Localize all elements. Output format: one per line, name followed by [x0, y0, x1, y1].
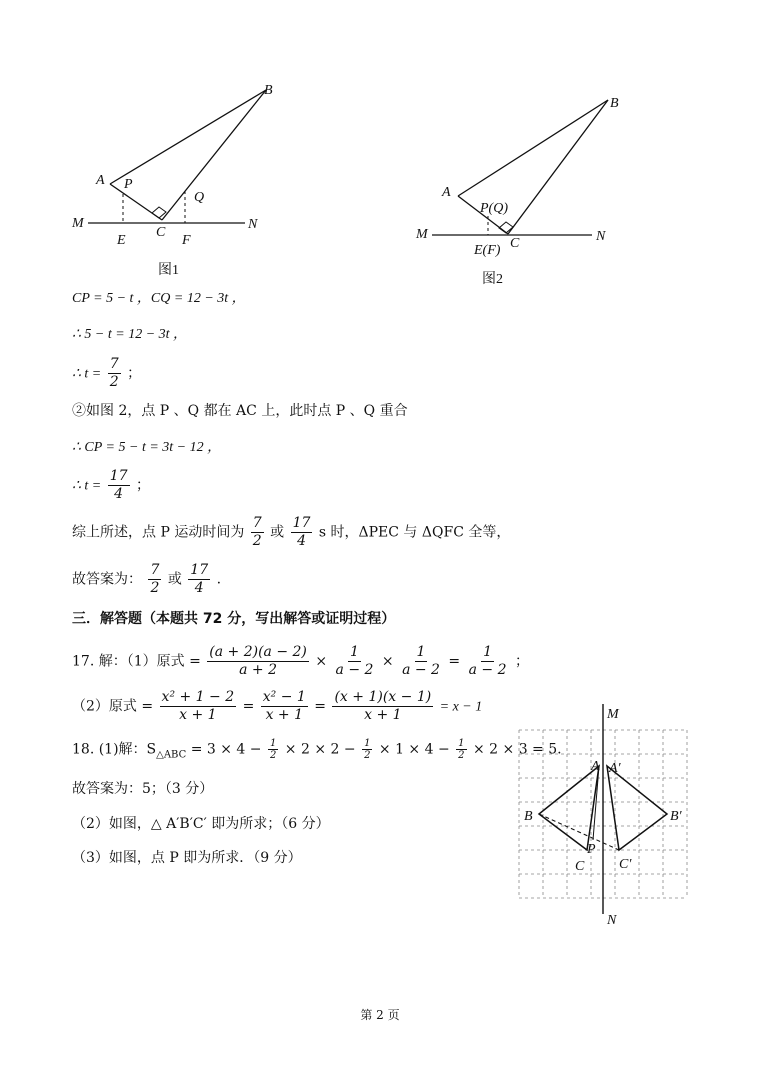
solution-line-3 [72, 356, 141, 391]
numerator: 17 [190, 562, 209, 578]
numerator: 7 [150, 562, 160, 578]
grid-label-b-prime: B′ [670, 809, 682, 824]
numerator: (x + 1)(x − 1) [334, 689, 432, 705]
fraction-17-4 [291, 515, 313, 550]
fraction-7-2 [251, 515, 264, 550]
q17-p2-post: = x − 1 [439, 699, 483, 715]
numerator: x² − 1 [262, 689, 306, 705]
denominator: 4 [114, 486, 124, 502]
l6-post: ； [135, 477, 150, 494]
equals-sign: = [448, 653, 461, 670]
solution-line-1: CP = 5 − t ，CQ = 12 − 3t ， [72, 291, 246, 306]
fig1-label-c: C [156, 225, 166, 240]
grid-label-b: B [524, 809, 533, 824]
section-3-title: 三．解答题（本题共 72 分，写出解答或证明过程） [72, 611, 396, 627]
l3-post: ； [127, 365, 142, 382]
denominator: 2 [109, 374, 119, 390]
grid-label-m: M [607, 707, 619, 722]
fig2-label-m: M [416, 227, 428, 242]
fig2-label-ef: E(F) [474, 243, 501, 258]
equals-sign: = [242, 698, 255, 715]
denominator: 2 [458, 750, 465, 761]
solution-line-6 [72, 468, 150, 503]
solution-line-2: ∴ 5 − t = 12 − 3t ， [72, 327, 188, 342]
q18-part2: 故答案为：5；（3 分） [72, 781, 214, 797]
fraction [160, 689, 237, 724]
q18-expr: = 3 × 4 − [190, 741, 266, 758]
grid-figure [515, 700, 695, 930]
l7-mid: 或 [270, 524, 285, 541]
fraction-17-4 [108, 468, 130, 503]
fig1-label-a: A [96, 173, 105, 188]
fig2-caption: 图2 [482, 272, 503, 287]
fraction [334, 644, 376, 679]
page-number: 第 2 页 [360, 1008, 400, 1022]
fig1-label-b: B [264, 83, 273, 98]
numerator: 1 [458, 738, 465, 749]
l7-pre: 综上所述，点 P 运动时间为 [72, 524, 245, 541]
q18-term1: × 2 × 2 − [284, 741, 361, 758]
q18-part4: （3）如图，点 P 即为所求．（9 分） [72, 850, 302, 866]
denominator: 2 [150, 580, 160, 596]
q17-part2 [72, 689, 482, 724]
q18-part1 [72, 738, 562, 765]
q18-term3: × 2 × 3 = 5. [472, 741, 562, 758]
numerator: (a + 2)(a − 2) [209, 644, 307, 660]
l7-post: s 时，ΔPEC 与 ΔQFC 全等， [318, 524, 511, 541]
solution-line-5: ∴ CP = 5 − t = 3t − 12 ， [72, 440, 222, 455]
fig2-label-n: N [596, 229, 606, 244]
numerator: 1 [269, 738, 277, 749]
fig2-label-b: B [610, 96, 619, 111]
numerator: 17 [109, 468, 128, 484]
numerator: 1 [364, 738, 371, 749]
fig1-label-n: N [248, 217, 258, 232]
q18-p1-pre: 18. (1)解：S [72, 741, 157, 758]
fraction-7-2 [108, 356, 121, 391]
fraction-half [456, 738, 466, 761]
denominator: 2 [252, 533, 262, 549]
fig2-label-a: A [442, 185, 451, 200]
grid-label-p: P [587, 842, 596, 857]
figure-2 [410, 88, 630, 288]
q17-p1-pre: 17. 解：（1）原式 = [72, 653, 201, 670]
denominator: 2 [269, 750, 277, 761]
numerator: 7 [252, 515, 262, 531]
fraction [261, 689, 308, 724]
fig1-label-f: F [182, 233, 191, 248]
fig1-label-q: Q [194, 190, 205, 205]
l8-post: . [216, 571, 222, 588]
l8-mid: 或 [167, 571, 182, 588]
grid-label-c: C [575, 859, 585, 874]
solution-line-8 [72, 562, 221, 597]
grid-label-a: A [591, 759, 600, 774]
denominator: 4 [194, 580, 204, 596]
denominator: a − 2 [468, 662, 507, 678]
times-sign: × [381, 653, 394, 670]
denominator: 4 [297, 533, 306, 549]
fig1-label-m: M [72, 216, 84, 231]
l3-pre: ∴ t = [72, 366, 102, 382]
fraction [332, 689, 433, 724]
denominator: x + 1 [364, 707, 402, 723]
denominator: x + 1 [179, 707, 217, 723]
fraction-7-2 [148, 562, 161, 597]
figure-1 [60, 78, 290, 278]
solution-line-4: ②如图 2，点 P 、Q 都在 AC 上，此时点 P 、Q 重合 [72, 403, 408, 419]
fig1-label-p: P [124, 177, 133, 192]
denominator: 2 [364, 750, 371, 761]
denominator: x + 1 [265, 707, 304, 723]
times-sign: × [315, 653, 328, 670]
q17-p2-pre: （2）原式 = [72, 698, 154, 715]
solution-line-7 [72, 515, 510, 550]
numerator: x² + 1 − 2 [161, 689, 235, 705]
q17-part1 [72, 644, 529, 679]
numerator: 7 [109, 356, 119, 372]
denominator: a − 2 [402, 662, 440, 678]
l6-pre: ∴ t = [72, 478, 102, 494]
fig2-label-c: C [510, 236, 520, 251]
fraction [400, 644, 442, 679]
numerator: 1 [350, 644, 359, 660]
q17-p1-post: ； [514, 653, 529, 670]
q18-part3: （2）如图，△ A′B′C′ 即为所求；（6 分） [72, 816, 330, 832]
grid-label-a-prime: A′ [609, 761, 621, 776]
fraction [467, 644, 509, 679]
grid-label-n: N [607, 913, 617, 928]
l8-pre: 故答案为： [72, 571, 142, 588]
numerator: 17 [292, 515, 311, 531]
q18-term2: × 1 × 4 − [378, 741, 455, 758]
q18-subscript: △ABC [156, 749, 187, 761]
numerator: 1 [483, 644, 492, 660]
grid-label-c-prime: C′ [619, 857, 632, 872]
fraction-half [362, 738, 372, 761]
equals-sign: = [314, 698, 327, 715]
numerator: 1 [416, 644, 426, 660]
denominator: a − 2 [335, 662, 374, 678]
fraction-half [268, 738, 278, 761]
fig2-label-pq: P(Q) [480, 201, 508, 216]
denominator: a + 2 [239, 662, 278, 678]
fraction-17-4 [188, 562, 210, 597]
fig1-label-e: E [117, 233, 126, 248]
fraction [207, 644, 309, 679]
fig1-caption: 图1 [158, 263, 179, 278]
